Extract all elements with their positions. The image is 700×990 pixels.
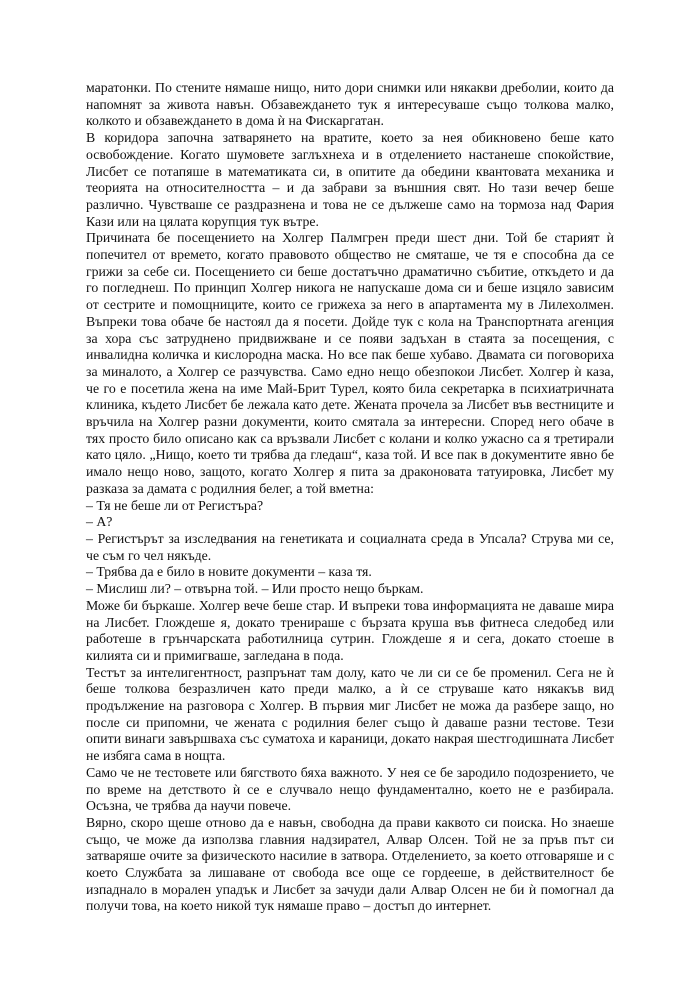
dialog-line-1: – Тя не беше ли от Регистъра? [86,497,264,513]
dialog-line-3: – Регистърът за изследвания на генетиката и социалната среда в Упсала? Струва ми се, че съм го чел някъде. [86,530,614,563]
paragraph-7: Вярно, скоро щеше отново да е навън, свободна да прави каквото си поиска. Но знаеше също, че може да използва главния надзирател, Алвар Олсен. Той не за пръв път си затваряше очите за физическото насилие в затвора. Отделението, за което отговаряше и с което Службата за лишаване от свобода все още се гордееше, в действителност бе изпаднало в морален упадък и Лисбет за зачуди дали Алвар Олсен не би ѝ помогнал да получи това, на което никой тук нямаше право – достъп до интернет. [86,814,614,914]
document-page [86,80,614,915]
paragraph-4: Може би бъркаше. Холгер вече беше стар. И въпреки това информацията не даваше мира на Лисбет. Глождеше я, докато тренираше с бързата круша във фитнеса следобед или работеше в грънчарската работилница сутрин. Глождеше я и сега, докато стоеше в килията си и примигваше, загледана в пода. [86,597,614,663]
dialog-line-5: – Мислиш ли? – отвърна той. – Или просто нещо бъркам. [86,581,424,597]
paragraph-3: Причината бе посещението на Холгер Палмгрен преди шест дни. Той бе старият ѝ попечител от времето, когато правовото общество не смяташе, че тя е способна да се грижи за себе си. Посещението си беше достатъчно драматично събитие, откъдето и да го погледнеш. По принцип Холгер никога не напускаше дома си и беше изцяло зависим от сестрите и помощниците, които се грижеха за него в апартамента му в Лилехолмен. Въпреки това обаче бе настоял да я посети. Дойде тук с кола на Транспортната агенция за хора със затруднено придвижване и се появи задъхан в стаята за посещения, с инвалидна количка и кислородна маска. Но все пак беше хубаво. Двамата си поговориха за миналото, а Холгер се разчувства. Само едно нещо обезпокои Лисбет. Холгер ѝ каза, че го е посетила жена на име Май-Брит Турел, която била секретарка в психиатричната клиника, където Лисбет бе лежала като дете. Жената прочела за Лисбет във вестниците и връчила на Холгер разни документи, които смятала за интересни. Според него обаче в тях просто било описано как са връзвали Лисбет с колани и колко ужасно са я третирали като цяло. „Нищо, което ти трябва да гледаш“, каза той. И все пак в документите явно бе имало нещо ново, защото, когато Холгер я пита за драконовата татуировка, Лисбет му разказа за дамата с родилния белег, а той вметна: [86,230,614,496]
paragraph-2: В коридора започна затварянето на вратите, което за нея обикновено беше като освобождение. Когато шумовете заглъхнеха и в отделението настанеше спокойствие, Лисбет се потапяше в математиката си, в опитите да обедини квантовата механика и теорията на относителността – и да забрави за външния свят. Но тази вечер беше различно. Чувстваше се раздразнена и това не се дължеше само на тормоза над Фария Кази или на цялата корупция тук вътре. [86,130,614,229]
dialog-line-4: – Трябва да е било в новите документи – каза тя. [86,564,372,580]
paragraph-1: маратонки. По стените нямаше нищо, нито дори снимки или някакви дреболии, които да напомнят за живота навън. Обзавеждането тук я интересуваше също толкова малко, колкото и обзавеждането в дома ѝ на Фискаргатан. [86,80,614,129]
paragraph-6: Само че не тестовете или бягството бяха важното. У нея се бе зародило подозрението, че по време на детството ѝ се е случвало нещо фундаментално, което не е разбирала. Осъзна, че трябва да научи повече. [86,764,614,814]
dialog-line-2: – А? [86,514,113,530]
paragraph-5: Тестът за интелигентност, разпрънат там долу, като че ли си се бе променил. Сега не ѝ беше толкова безразличен като преди малко, а ѝ се струваше като някакъв вид продължение на разговора с Холгер. В първия миг Лисбет не можа да разбере защо, но после си припомни, че жената с родилния белег също ѝ даваше разни тестове. Тези опити винаги завършваха със суматоха и караници, докато накрая шестгодишната Лисбет не избяга сама в нощта. [86,664,614,764]
